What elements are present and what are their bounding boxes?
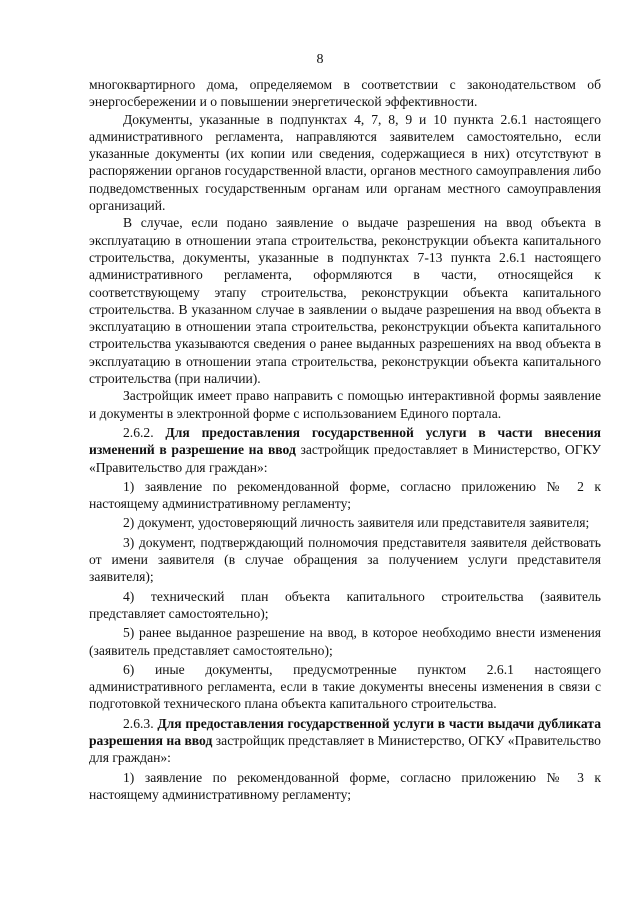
text-run: В случае, если подано заявление о выдаче разрешения на ввод объекта в эксплуатацию в отношении этапа строительства, реконструкции объекта капитального строительства, документы, указанные в подпунктах 7-13 пункта 2.6.1 настоящего административного регламента, оформляются в части, относящейся к соответствующему этапу строительства, реконструкции объекта капитального строительства. В указанном случае в заявлении о выдаче разрешения на ввод объекта в эксплуатацию в отношении этапа строительства, реконструкции объекта капитального строительства указываются сведения о ранее выданных разрешениях на ввод объекта в эксплуатацию в отношении этапа строительства, реконструкции объекта капитального строительства (при наличии). — [89, 215, 601, 387]
text-run: многоквартирного дома, определяемом в соответствии с законодательством об энергосбережении и о повышении энергетической эффективности. — [89, 77, 601, 110]
text-run: 1) заявление по рекомендованной форме, согласно приложению № 3 к настоящему административному регламенту; — [89, 769, 601, 802]
list-item — [89, 769, 601, 804]
text-run: 5) ранее выданное разрешение на ввод, в которое необходимо внести изменения (заявитель представляет самостоятельно); — [89, 625, 601, 658]
text-run: застройщик представляет в Министерство, ОГКУ «Правительство для граждан»: — [89, 732, 601, 766]
section-number: 2.6.2. — [123, 424, 166, 440]
text-run: 1) заявление по рекомендованной форме, согласно приложению № 2 к настоящему административному регламенту; — [89, 478, 601, 512]
paragraph — [89, 76, 601, 111]
text-run: застройщик предоставляет в Министерство, ОГКУ «Правительство для граждан»: — [89, 442, 601, 475]
text-run: 2) документ, удостоверяющий личность заявителя или представителя заявителя; — [123, 515, 590, 531]
paragraph — [89, 214, 601, 387]
list-item — [89, 588, 601, 623]
section-heading: Для предоставления государственной услуги в части выдачи дубликата разрешения на ввод — [89, 715, 602, 748]
list-item — [89, 661, 601, 713]
text-run: 6) иные документы, предусмотренные пунктом 2.6.1 настоящего административного регламента, если в такие документы внесены изменения в связи с подготовкой технического плана объекта капитального строительства. — [89, 661, 601, 712]
text-run: Документы, указанные в подпунктах 4, 7, 8, 9 и 10 пункта 2.6.1 настоящего административного регламента, направляются заявителем самостоятельно, если указанные документы (их копии или сведения, содержащиеся в них) отсутствуют в распоряжении органов государственной власти, органов местного самоуправления либо подведомственных государственным органам или органам местного самоуправления организаций. — [89, 111, 601, 214]
section-heading: Для предоставления государственной услуги в части внесения изменений в разрешение на ввод — [89, 424, 602, 458]
page-number: 8 — [316, 52, 324, 67]
list-item — [89, 478, 601, 513]
document-body — [89, 76, 601, 803]
paragraph — [89, 387, 601, 422]
section-2-6-2 — [89, 424, 601, 476]
section-number: 2.6.3. — [123, 715, 158, 731]
list-item — [89, 514, 601, 531]
text-run: 3) документ, подтверждающий полномочия представителя заявителя действовать от имени заявителя (в случае обращения за получением услуги представителя заявителя); — [89, 534, 601, 585]
section-2-6-3 — [89, 715, 601, 767]
list-item — [89, 624, 601, 659]
paragraph — [89, 111, 601, 215]
text-run: Застройщик имеет право направить с помощью интерактивной формы заявление и документы в электронной форме с использованием Единого портала. — [89, 388, 601, 421]
list-item — [89, 534, 601, 586]
text-run: 4) технический план объекта капитального строительства (заявитель представляет самостоятельно); — [89, 588, 601, 621]
